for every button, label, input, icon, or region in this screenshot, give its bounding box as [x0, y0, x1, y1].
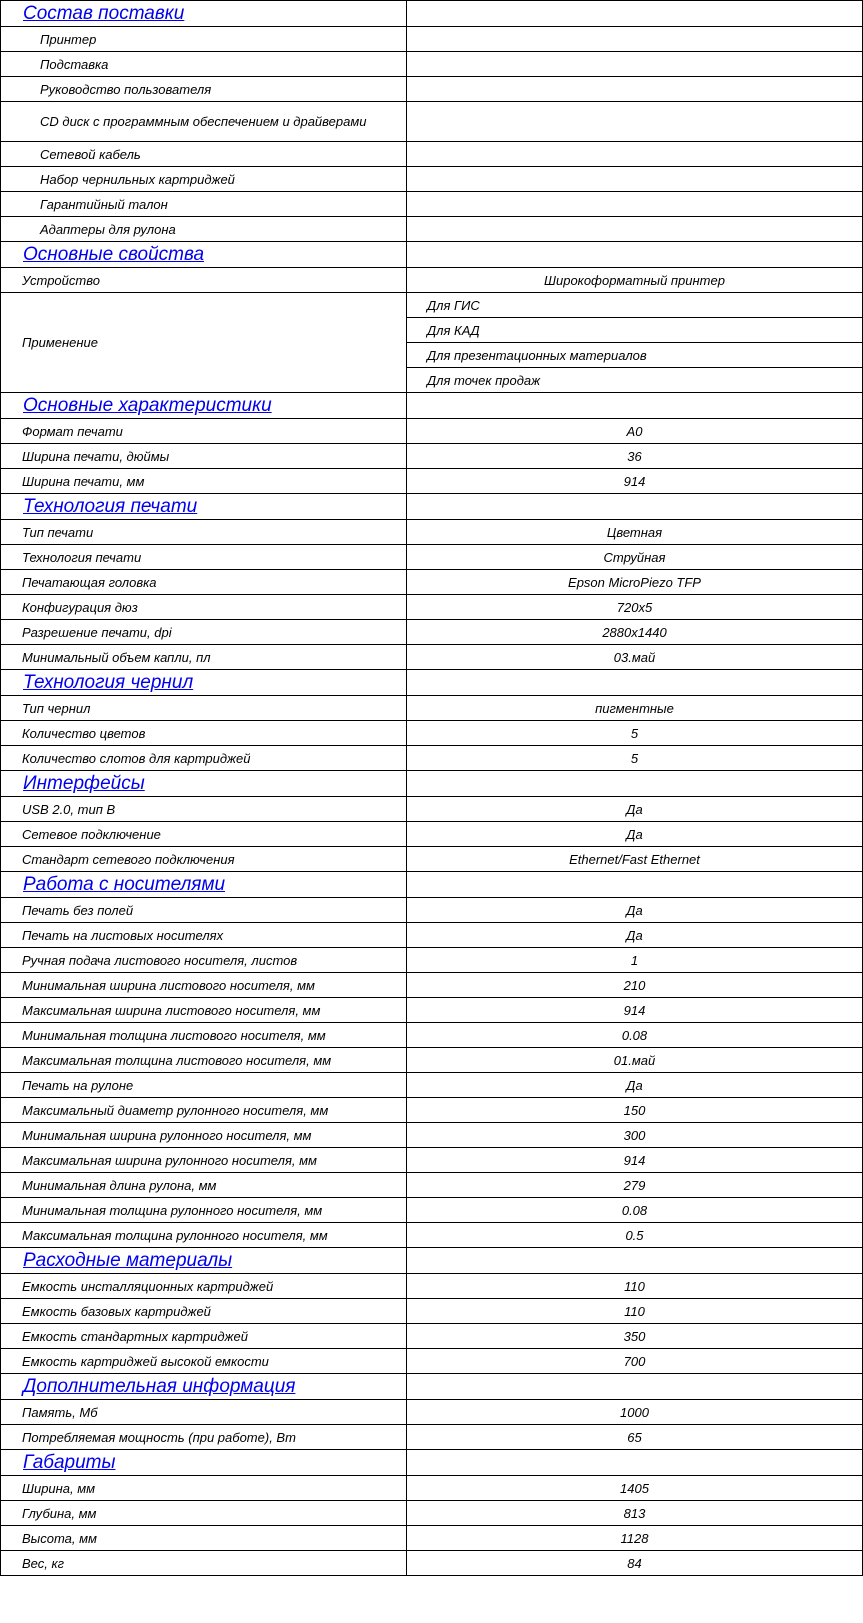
empty-cell — [407, 1450, 863, 1476]
empty-cell — [407, 242, 863, 268]
spec-value: Для ГИС — [407, 293, 863, 318]
spec-value: Epson MicroPiezo TFP — [407, 570, 863, 595]
spec-label: Емкость базовых картриджей — [1, 1299, 407, 1324]
empty-cell — [407, 670, 863, 696]
spec-value: пигментные — [407, 696, 863, 721]
spec-label: Максимальная толщина листового носителя, мм — [1, 1048, 407, 1073]
spec-row — [1, 1274, 863, 1299]
spec-value: Да — [407, 898, 863, 923]
spec-row — [1, 545, 863, 570]
spec-value: Цветная — [407, 520, 863, 545]
spec-row — [1, 1048, 863, 1073]
spec-label: Сетевое подключение — [1, 822, 407, 847]
spec-label: Потребляемая мощность (при работе), Вт — [1, 1425, 407, 1450]
supply-item: Адаптеры для рулона — [1, 217, 407, 242]
spec-row — [1, 444, 863, 469]
section-header-row — [1, 242, 863, 268]
spec-label: USB 2.0, тип B — [1, 797, 407, 822]
spec-label: Максимальная толщина рулонного носителя, мм — [1, 1223, 407, 1248]
section-header-cell — [1, 1, 407, 27]
spec-label: Максимальный диаметр рулонного носителя, мм — [1, 1098, 407, 1123]
section-header-cell — [1, 670, 407, 696]
spec-value: Да — [407, 797, 863, 822]
spec-label: Минимальная длина рулона, мм — [1, 1173, 407, 1198]
spec-row — [1, 1023, 863, 1048]
spec-label: Минимальная ширина рулонного носителя, мм — [1, 1123, 407, 1148]
spec-label: Ширина печати, дюймы — [1, 444, 407, 469]
section-header-cell — [1, 1248, 407, 1274]
empty-cell — [407, 393, 863, 419]
spec-label: Память, Мб — [1, 1400, 407, 1425]
spec-value: 279 — [407, 1173, 863, 1198]
spec-value: 150 — [407, 1098, 863, 1123]
spec-label: Емкость стандартных картриджей — [1, 1324, 407, 1349]
section-link[interactable]: Интерфейсы — [23, 772, 145, 794]
section-link[interactable]: Основные свойства — [23, 243, 205, 265]
spec-row — [1, 1198, 863, 1223]
section-link[interactable]: Технология чернил — [23, 671, 194, 693]
section-link[interactable]: Работа с носителями — [23, 873, 226, 895]
section-header-row — [1, 494, 863, 520]
spec-row — [1, 1173, 863, 1198]
spec-label: Высота, мм — [1, 1526, 407, 1551]
spec-label: Ширина, мм — [1, 1476, 407, 1501]
spec-label: Вес, кг — [1, 1551, 407, 1576]
spec-label: Ручная подача листового носителя, листов — [1, 948, 407, 973]
spec-label: Минимальная толщина рулонного носителя, мм — [1, 1198, 407, 1223]
section-link[interactable]: Основные характеристики — [23, 394, 272, 416]
spec-value: 1128 — [407, 1526, 863, 1551]
section-header-row — [1, 1, 863, 27]
empty-cell — [407, 1374, 863, 1400]
section-header-cell — [1, 872, 407, 898]
section-link[interactable]: Расходные материалы — [23, 1249, 233, 1271]
spec-row — [1, 645, 863, 670]
section-header-cell — [1, 1450, 407, 1476]
spec-value: Струйная — [407, 545, 863, 570]
spec-value: Для презентационных материалов — [407, 343, 863, 368]
spec-value: Для точек продаж — [407, 368, 863, 393]
spec-value: 0.5 — [407, 1223, 863, 1248]
spec-label: Минимальный объем капли, пл — [1, 645, 407, 670]
spec-value: 914 — [407, 469, 863, 494]
spec-table-body — [1, 1, 863, 1576]
section-header-row — [1, 670, 863, 696]
section-header-row — [1, 1248, 863, 1274]
spec-value: 350 — [407, 1324, 863, 1349]
spec-row — [1, 469, 863, 494]
supply-row — [1, 77, 863, 102]
section-header-cell — [1, 242, 407, 268]
supply-item: Гарантийный талон — [1, 192, 407, 217]
spec-value: 36 — [407, 444, 863, 469]
spec-value: 0.08 — [407, 1023, 863, 1048]
empty-cell — [407, 77, 863, 102]
spec-row — [1, 1123, 863, 1148]
spec-label: Количество слотов для картриджей — [1, 746, 407, 771]
supply-item: Руководство пользователя — [1, 77, 407, 102]
empty-cell — [407, 872, 863, 898]
empty-cell — [407, 27, 863, 52]
section-link[interactable]: Технология печати — [23, 495, 198, 517]
section-link[interactable]: Состав поставки — [23, 2, 185, 24]
supply-row — [1, 52, 863, 77]
empty-cell — [407, 52, 863, 77]
spec-row — [1, 721, 863, 746]
spec-value: 65 — [407, 1425, 863, 1450]
spec-label: Ширина печати, мм — [1, 469, 407, 494]
spec-value: 300 — [407, 1123, 863, 1148]
spec-value: 720x5 — [407, 595, 863, 620]
spec-value: 914 — [407, 998, 863, 1023]
spec-row — [1, 520, 863, 545]
spec-row — [1, 898, 863, 923]
spec-value: 5 — [407, 721, 863, 746]
spec-label: Печать без полей — [1, 898, 407, 923]
spec-value: 914 — [407, 1148, 863, 1173]
supply-row — [1, 217, 863, 242]
spec-label: Максимальная ширина рулонного носителя, мм — [1, 1148, 407, 1173]
spec-label: Применение — [1, 293, 407, 393]
supply-row — [1, 142, 863, 167]
spec-value: Для КАД — [407, 318, 863, 343]
spec-row — [1, 1324, 863, 1349]
spec-label: Минимальная ширина листового носителя, мм — [1, 973, 407, 998]
spec-label: Формат печати — [1, 419, 407, 444]
spec-label: Тип печати — [1, 520, 407, 545]
section-link[interactable]: Дополнительная информация — [23, 1375, 296, 1397]
spec-value: 813 — [407, 1501, 863, 1526]
spec-label: Максимальная ширина листового носителя, мм — [1, 998, 407, 1023]
spec-value: Широкоформатный принтер — [407, 268, 863, 293]
spec-value: Да — [407, 923, 863, 948]
spec-label: Емкость картриджей высокой емкости — [1, 1349, 407, 1374]
spec-value: 03.май — [407, 645, 863, 670]
spec-row — [1, 1223, 863, 1248]
spec-row — [1, 998, 863, 1023]
spec-row — [1, 620, 863, 645]
spec-row — [1, 268, 863, 293]
empty-cell — [407, 167, 863, 192]
section-header-row — [1, 393, 863, 419]
spec-label: Конфигурация дюз — [1, 595, 407, 620]
spec-label: Тип чернил — [1, 696, 407, 721]
spec-row — [1, 570, 863, 595]
section-header-cell — [1, 1374, 407, 1400]
empty-cell — [407, 192, 863, 217]
spec-row — [1, 1526, 863, 1551]
empty-cell — [407, 1248, 863, 1274]
spec-value: 110 — [407, 1299, 863, 1324]
supply-row — [1, 192, 863, 217]
spec-value: Да — [407, 822, 863, 847]
empty-cell — [407, 494, 863, 520]
spec-row — [1, 1476, 863, 1501]
spec-value: 110 — [407, 1274, 863, 1299]
spec-row — [1, 696, 863, 721]
spec-value: 2880x1440 — [407, 620, 863, 645]
section-header-cell — [1, 771, 407, 797]
section-link[interactable]: Габариты — [23, 1451, 116, 1473]
spec-row — [1, 1349, 863, 1374]
spec-label: Стандарт сетевого подключения — [1, 847, 407, 872]
spec-row — [1, 1148, 863, 1173]
supply-item: Принтер — [1, 27, 407, 52]
spec-value: 0.08 — [407, 1198, 863, 1223]
supply-row — [1, 102, 863, 142]
supply-row — [1, 27, 863, 52]
empty-cell — [407, 217, 863, 242]
spec-label: Количество цветов — [1, 721, 407, 746]
supply-item: CD диск с программным обеспечением и драйверами — [1, 102, 407, 142]
supply-row — [1, 167, 863, 192]
spec-row — [1, 1425, 863, 1450]
section-header-cell — [1, 393, 407, 419]
spec-label: Технология печати — [1, 545, 407, 570]
spec-label: Разрешение печати, dpi — [1, 620, 407, 645]
spec-label: Устройство — [1, 268, 407, 293]
supply-item: Набор чернильных картриджей — [1, 167, 407, 192]
supply-item: Сетевой кабель — [1, 142, 407, 167]
spec-row — [1, 1501, 863, 1526]
spec-row — [1, 1299, 863, 1324]
spec-label: Печатающая головка — [1, 570, 407, 595]
spec-row — [1, 797, 863, 822]
spec-value: Ethernet/Fast Ethernet — [407, 847, 863, 872]
spec-row — [1, 1098, 863, 1123]
spec-row — [1, 1400, 863, 1425]
spec-value: 1 — [407, 948, 863, 973]
empty-cell — [407, 1, 863, 27]
spec-value: 210 — [407, 973, 863, 998]
supply-item: Подставка — [1, 52, 407, 77]
spec-value: 1405 — [407, 1476, 863, 1501]
section-header-row — [1, 872, 863, 898]
spec-value: 01.май — [407, 1048, 863, 1073]
section-header-cell — [1, 494, 407, 520]
spec-value: 1000 — [407, 1400, 863, 1425]
section-header-row — [1, 1450, 863, 1476]
empty-cell — [407, 142, 863, 167]
empty-cell — [407, 771, 863, 797]
spec-row — [1, 595, 863, 620]
spec-row — [1, 419, 863, 444]
spec-value: A0 — [407, 419, 863, 444]
spec-value: Да — [407, 1073, 863, 1098]
section-header-row — [1, 771, 863, 797]
spec-value: 700 — [407, 1349, 863, 1374]
spec-row — [1, 293, 863, 318]
spec-label: Печать на рулоне — [1, 1073, 407, 1098]
spec-label: Печать на листовых носителях — [1, 923, 407, 948]
spec-row — [1, 822, 863, 847]
spec-label: Минимальная толщина листового носителя, мм — [1, 1023, 407, 1048]
spec-row — [1, 1551, 863, 1576]
spec-row — [1, 746, 863, 771]
spec-row — [1, 1073, 863, 1098]
spec-label: Глубина, мм — [1, 1501, 407, 1526]
spec-row — [1, 973, 863, 998]
spec-row — [1, 923, 863, 948]
spec-value: 84 — [407, 1551, 863, 1576]
spec-label: Емкость инсталляционных картриджей — [1, 1274, 407, 1299]
section-header-row — [1, 1374, 863, 1400]
empty-cell — [407, 102, 863, 142]
spec-value: 5 — [407, 746, 863, 771]
spec-row — [1, 948, 863, 973]
spec-row — [1, 847, 863, 872]
